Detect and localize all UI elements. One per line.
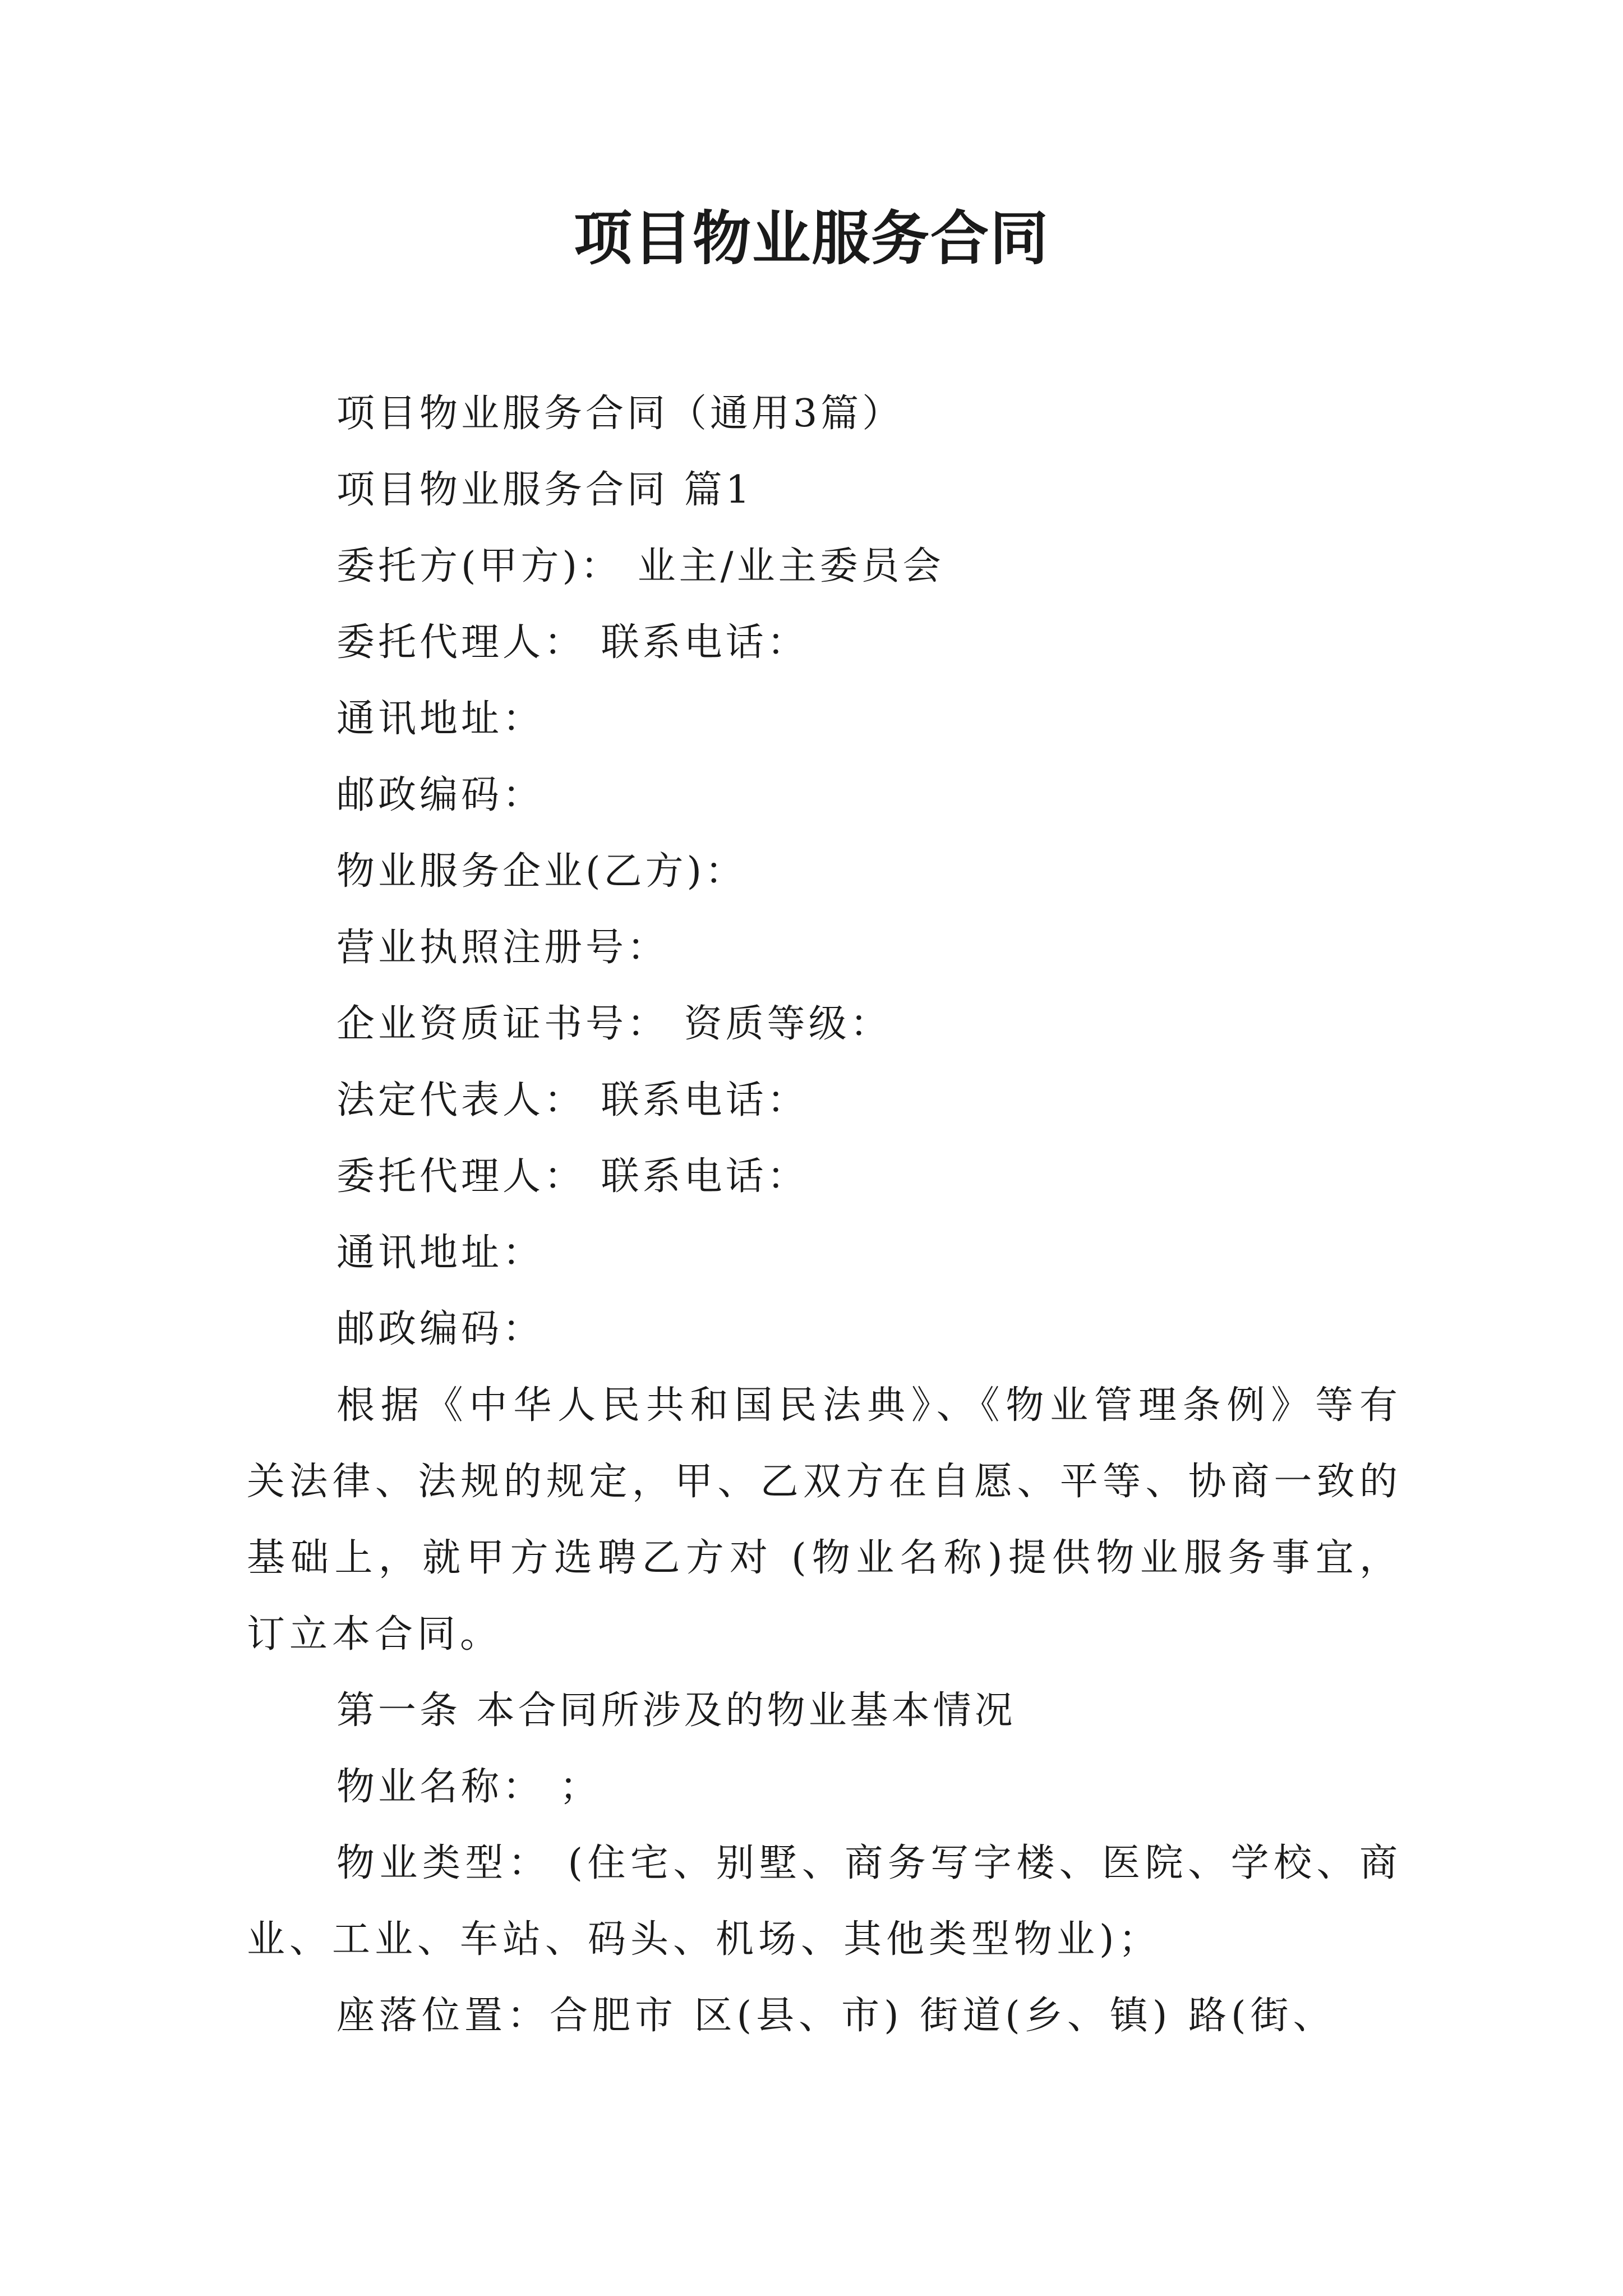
paragraph-preamble: 根据《中华人民共和国民法典》、《物业管理条例》等有关法律、法规的规定，甲、乙双方在自愿、平等、协商一致的基础上，就甲方选聘乙方对 (物业名称)提供物业服务事宜，订立本合同。	[247, 1383, 1402, 1657]
paragraph-property-type: 物业类型： (住宅、别墅、商务写字楼、医院、学校、商业、工业、车站、码头、机场、其他类型物业)；	[247, 1841, 1402, 1962]
paragraph-part-1: 项目物业服务合同 篇1	[336, 468, 753, 512]
paragraph-license-no: 营业执照注册号：	[336, 926, 669, 970]
paragraph-legal-rep: 法定代表人： 联系电话：	[336, 1078, 809, 1122]
paragraph-party-b-postcode: 邮政编码：	[336, 1307, 545, 1351]
paragraph-party-b: 物业服务企业(乙方)：	[336, 849, 747, 894]
paragraph-qualification: 企业资质证书号： 资质等级：	[336, 1002, 892, 1046]
paragraph-party-a-agent: 委托代理人： 联系电话：	[336, 620, 809, 665]
document-title: 项目物业服务合同	[573, 204, 1049, 273]
document-body	[247, 376, 1402, 2054]
paragraph-party-a-address: 通讯地址：	[336, 697, 545, 741]
paragraph-party-a: 委托方(甲方)： 业主/业主委员会	[336, 544, 944, 588]
paragraph-party-a-postcode: 邮政编码：	[336, 773, 545, 817]
paragraph-party-b-agent: 委托代理人： 联系电话：	[336, 1154, 809, 1199]
paragraph-property-name: 物业名称： ；	[336, 1765, 601, 1809]
paragraph-article-1: 第一条 本合同所涉及的物业基本情况	[336, 1688, 1016, 1733]
paragraph-heading-general: 项目物业服务合同（通用3篇）	[336, 392, 904, 436]
paragraph-party-b-address: 通讯地址：	[336, 1231, 545, 1275]
paragraph-location: 座落位置：合肥市 区(县、市) 街道(乡、镇) 路(街、	[336, 1994, 1336, 2038]
